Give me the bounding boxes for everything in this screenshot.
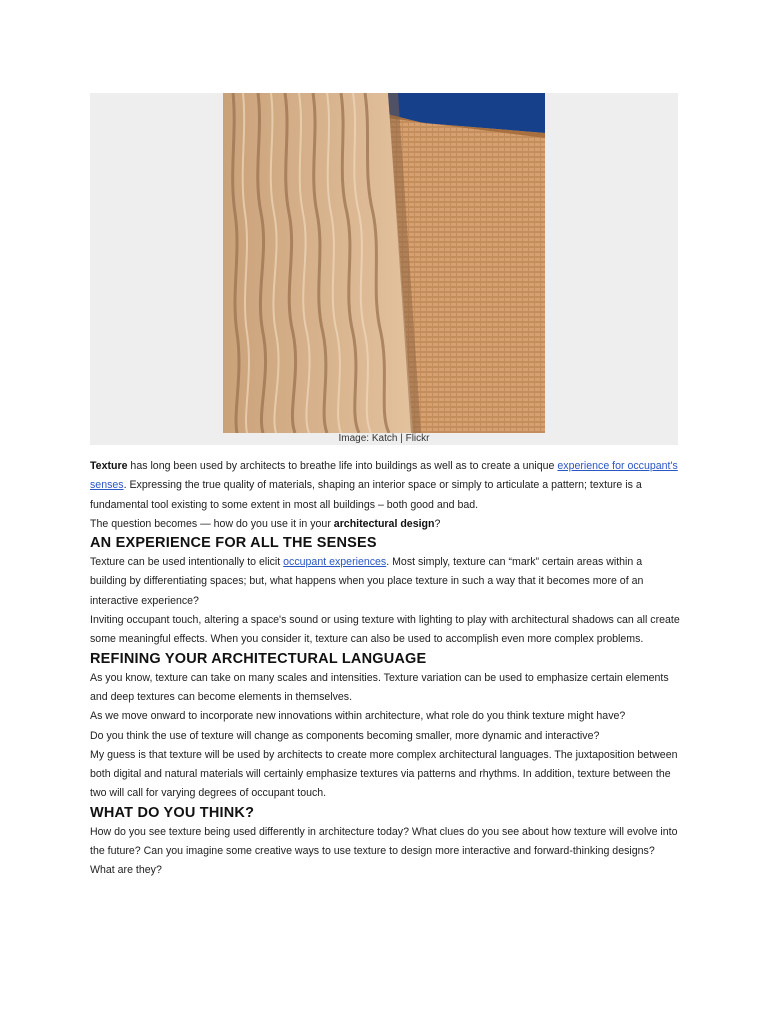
language-paragraph-1: As you know, texture can take on many scales and intensities. Texture variation can be used to emphasize certain elements and deep textures can become elements in themselves. (90, 671, 669, 703)
article-figure (90, 93, 678, 445)
senses-paragraph-2: Inviting occupant touch, altering a space's sound or using texture with lighting to play with architectural shadows can all create some meaningful effects. When you consider it, texture can also be used to accomplish even more complex problems. (90, 614, 680, 646)
article-body (90, 457, 680, 881)
section-heading-language: REFINING YOUR ARCHITECTURAL LANGUAGE (90, 650, 427, 667)
occupant-senses-link[interactable]: experience for occupant's senses (90, 460, 678, 492)
language-paragraph-2: As we move onward to incorporate new innovations within architecture, what role do you think texture might have? (90, 710, 626, 723)
image-caption: Image: Katch | Flickr (338, 433, 430, 444)
intro-text-a: has long been used by architects to breathe life into buildings as well as to create a unique (127, 460, 558, 472)
section-heading-senses: AN EXPERIENCE FOR ALL THE SENSES (90, 535, 377, 552)
texture-photo (223, 93, 545, 433)
question-paragraph (90, 515, 680, 534)
facade-illustration (223, 93, 545, 433)
think-paragraph-1: How do you see texture being used differently in architecture today? What clues do you see about how texture will evolve into the future? Can you imagine some creative ways to use texture to design more interactive and forward-thinking designs? What are they? (90, 825, 678, 877)
question-bold: architectural design (333, 517, 435, 530)
senses-p1-text-b: . Most simply, texture can “mark” certain areas within a building by differentiating spaces; but, what happens when you place texture in such a way that it becomes more of an interactive experience? (90, 556, 644, 607)
intro-text-b: . Expressing the true quality of materials, shaping an interior space or simply to articulate a pattern; texture is a fundamental tool existing to some extent in most all buildings – both good and bad. (90, 479, 642, 511)
intro-paragraph (90, 457, 680, 515)
section-heading-think: WHAT DO YOU THINK? (90, 804, 255, 821)
intro-bold-lead: Texture (90, 460, 128, 472)
language-paragraph-4: My guess is that texture will be used by architects to create more complex architectural languages. The juxtaposition between both digital and natural materials will certainly emphasize textures via patterns and rhythms. In addition, texture between the two will call for varying degrees of occupant touch. (90, 748, 678, 800)
occupant-experiences-link[interactable]: occupant experiences (283, 556, 387, 569)
language-paragraph-3: Do you think the use of texture will change as components becoming smaller, more dynamic and interactive? (90, 729, 600, 742)
question-text-a: The question becomes — how do you use it in your (90, 517, 334, 530)
senses-p1-text-a: Texture can be used intentionally to elicit (90, 556, 284, 569)
question-text-b: ? (434, 517, 441, 530)
senses-paragraph-1 (90, 553, 680, 611)
